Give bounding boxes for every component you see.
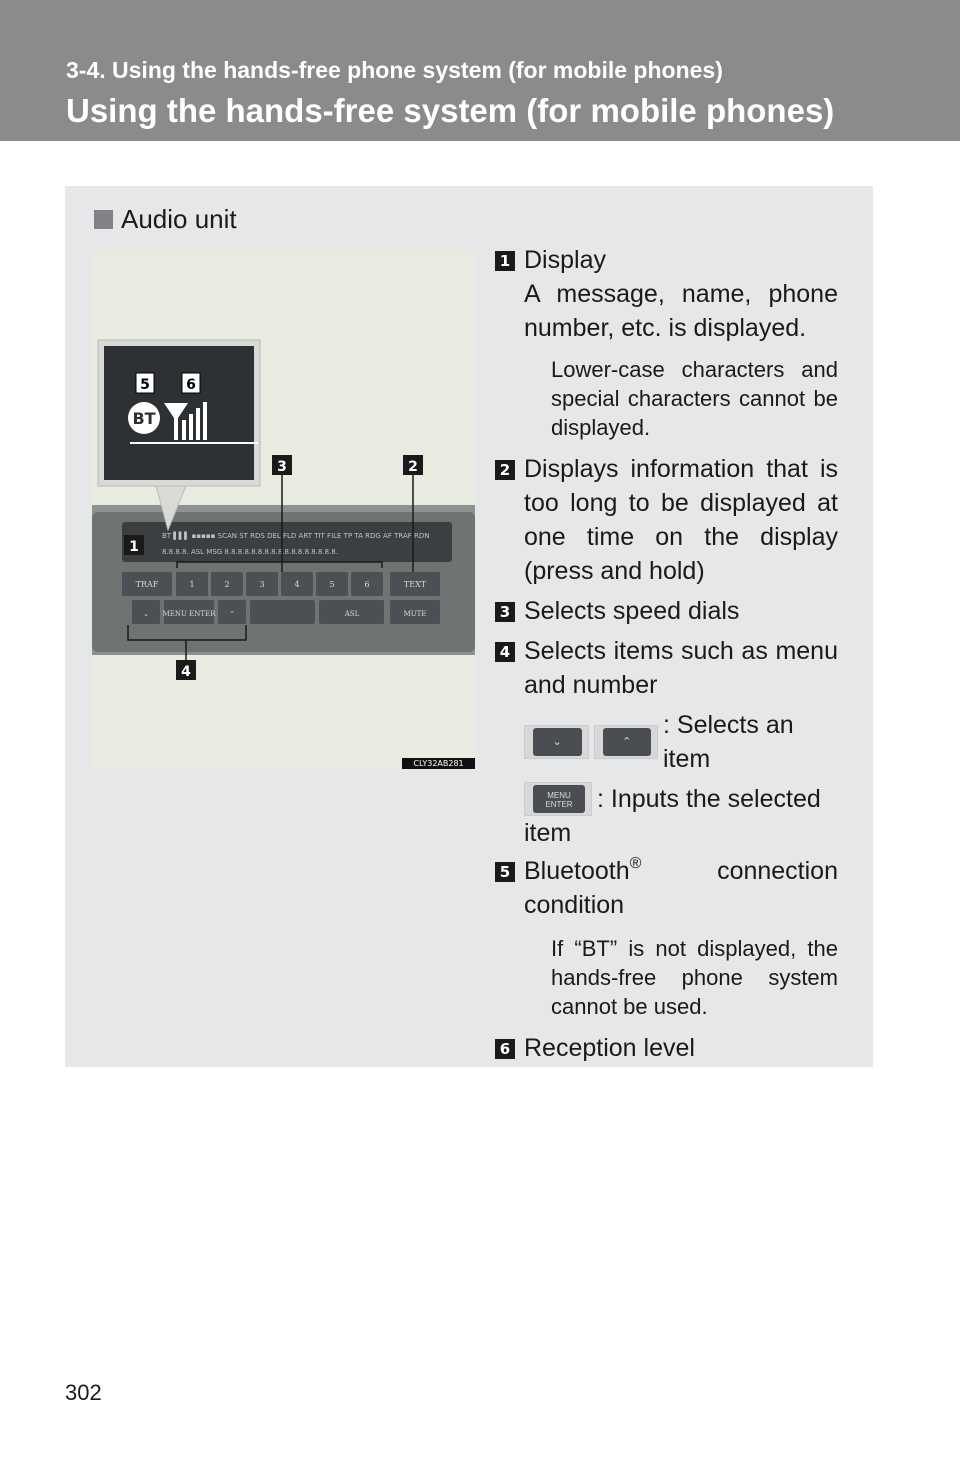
btn-traf-label: TRAF: [135, 580, 159, 589]
svg-text:1: 1: [129, 539, 139, 555]
svg-text:3: 3: [259, 580, 265, 589]
svg-text:⌃: ⌃: [229, 610, 235, 618]
svg-text:6: 6: [364, 580, 370, 589]
registered-mark: ®: [629, 855, 642, 872]
item-2-title: Displays information that is too long to be displayed at one time on the display (press and hold): [524, 455, 838, 585]
svg-text:4: 4: [294, 580, 300, 589]
btn-text-label: TEXT: [403, 580, 427, 589]
audio-unit-drawing: [92, 250, 475, 770]
item-5-note: If “BT” is not displayed, the hands-free phone system cannot be used.: [551, 936, 838, 1019]
svg-text:4: 4: [181, 664, 191, 680]
panel-heading: [94, 204, 237, 235]
item-4-title: Selects items such as menu and number: [524, 637, 838, 699]
select-item-text: : Selects an item: [663, 711, 794, 773]
item-5-title-rest: connection condition: [524, 857, 838, 919]
item-5-title: Bluetooth: [524, 857, 630, 885]
svg-text:5: 5: [140, 377, 150, 393]
btn-mute-label: MUTE: [403, 610, 427, 618]
svg-text:BT ▌▌▌ ▪▪▪▪▪ SCAN ST RDS DEL F: BT ▌▌▌ ▪▪▪▪▪ SCAN ST RDS DEL FLD ART TIT FILE TP TA RDG AF TRAF RDN: [162, 532, 430, 540]
input-selected-text: : Inputs the selected: [597, 785, 821, 813]
item-6-title: Reception level: [524, 1034, 695, 1062]
up-button-image: ⌃: [594, 725, 659, 759]
item-number-3: 3: [495, 602, 515, 622]
page-header: [0, 0, 960, 141]
svg-text:8.8.8.8. ASL MSG 8.8.8.8.8.8: 8.8.8.8. ASL MSG 8.8.8.8.8.8.8.8.8.8.8.8.8.8.8.8.8.: [162, 548, 338, 556]
svg-text:5: 5: [329, 580, 335, 589]
item-number-1: 1: [495, 251, 515, 271]
audio-unit-illustration: [92, 250, 475, 770]
section-title: 3-4. Using the hands-free phone system (for mobile phones): [66, 57, 723, 83]
figure-code: CLY32AB281: [402, 758, 475, 769]
display-strip: [122, 522, 452, 562]
btn-menu-enter-label: MENU ENTER: [162, 610, 216, 618]
btn-asl-label: ASL: [344, 610, 360, 618]
svg-text:6: 6: [186, 377, 196, 393]
item-1-title: Display: [524, 246, 606, 274]
svg-text:2: 2: [408, 459, 418, 475]
item-number-4: 4: [495, 642, 515, 662]
item-1-desc: A message, name, phone number, etc. is displayed.: [524, 280, 838, 342]
legend-item-1: [495, 243, 838, 345]
item-1-note: Lower-case characters and special characters cannot be displayed.: [551, 357, 838, 440]
legend-list: [495, 243, 838, 1065]
svg-text:3: 3: [277, 459, 287, 475]
svg-text:2: 2: [224, 580, 230, 589]
menu-enter-button-image: MENU ENTER: [524, 782, 592, 816]
down-button-image: ⌄: [524, 725, 589, 759]
input-selected-text-cont: item: [524, 819, 572, 847]
bt-icon-label: BT: [132, 409, 156, 428]
legend-item-5: [495, 854, 838, 922]
content-panel: [65, 186, 873, 1067]
legend-item-4: [495, 634, 838, 702]
legend-item-2: [495, 452, 838, 588]
legend-item-3: [495, 594, 838, 628]
item-number-6: 6: [495, 1039, 515, 1059]
item-number-5: 5: [495, 862, 515, 882]
page-number: 302: [65, 1380, 102, 1405]
svg-text:1: 1: [189, 580, 195, 589]
item-3-title: Selects speed dials: [524, 597, 740, 625]
svg-text:⌄: ⌄: [143, 610, 149, 618]
item-number-2: 2: [495, 460, 515, 480]
page-title: Using the hands-free system (for mobile phones): [66, 92, 835, 129]
legend-item-6: [495, 1031, 838, 1065]
menu-enter-line: [495, 782, 838, 816]
select-buttons-line: [495, 708, 838, 776]
square-bullet-icon: [94, 210, 113, 229]
panel-heading-text: Audio unit: [121, 204, 237, 234]
